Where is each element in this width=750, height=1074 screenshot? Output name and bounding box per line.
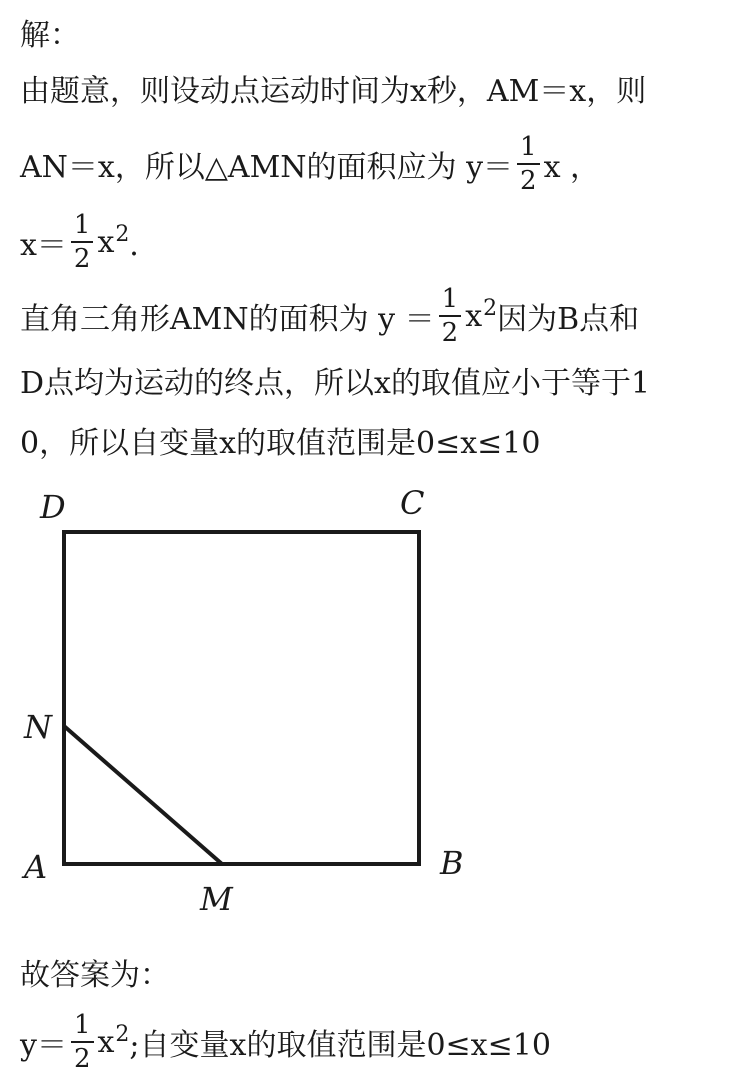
solution-line-6: 0，所以自变量x的取值范围是0≤x≤10 — [20, 426, 541, 461]
label-c: C — [400, 484, 425, 522]
exponent: 2 — [115, 1021, 130, 1047]
label-d: D — [40, 488, 66, 526]
label-n: N — [24, 708, 52, 746]
solution-line-2: AN＝x，所以△AMN的面积应为 y＝ $\frac{1}{2}$ x ， — [20, 132, 601, 196]
label-b: B — [440, 844, 464, 882]
solution-line-1: 由题意，则设动点运动时间为x秒，AM＝x，则 — [20, 74, 647, 109]
square-figure — [0, 480, 750, 924]
solution-heading: 解： — [20, 18, 80, 53]
fraction-one-half: $\frac{1}{2}$ — [517, 134, 540, 194]
fraction-one-half: $\frac{1}{2}$ — [71, 1012, 94, 1072]
answer-line: y＝ $\frac{1}{2}$ x $^2$ ;自变量x的取值范围是0≤x≤10 — [20, 1010, 551, 1074]
solution-line-5: D点均为运动的终点，所以x的取值应小于等于1 — [20, 366, 651, 401]
label-m: M — [200, 880, 233, 918]
solution-line-3: x＝ $\frac{1}{2}$ x $^2$ ． — [20, 210, 160, 274]
label-a: A — [24, 848, 48, 886]
square-abcd — [64, 532, 419, 864]
fraction-one-half: $\frac{1}{2}$ — [71, 212, 94, 272]
square-diagram — [0, 480, 750, 920]
exponent: 2 — [115, 221, 130, 247]
fraction-one-half: $\frac{1}{2}$ — [439, 286, 462, 346]
answer-heading: 故答案为： — [20, 958, 170, 993]
exponent: 2 — [483, 295, 498, 321]
segment-mn — [64, 726, 222, 864]
solution-line-4: 直角三角形AMN的面积为 y ＝ $\frac{1}{2}$ x $^2$ 因为B点和 — [20, 284, 640, 348]
